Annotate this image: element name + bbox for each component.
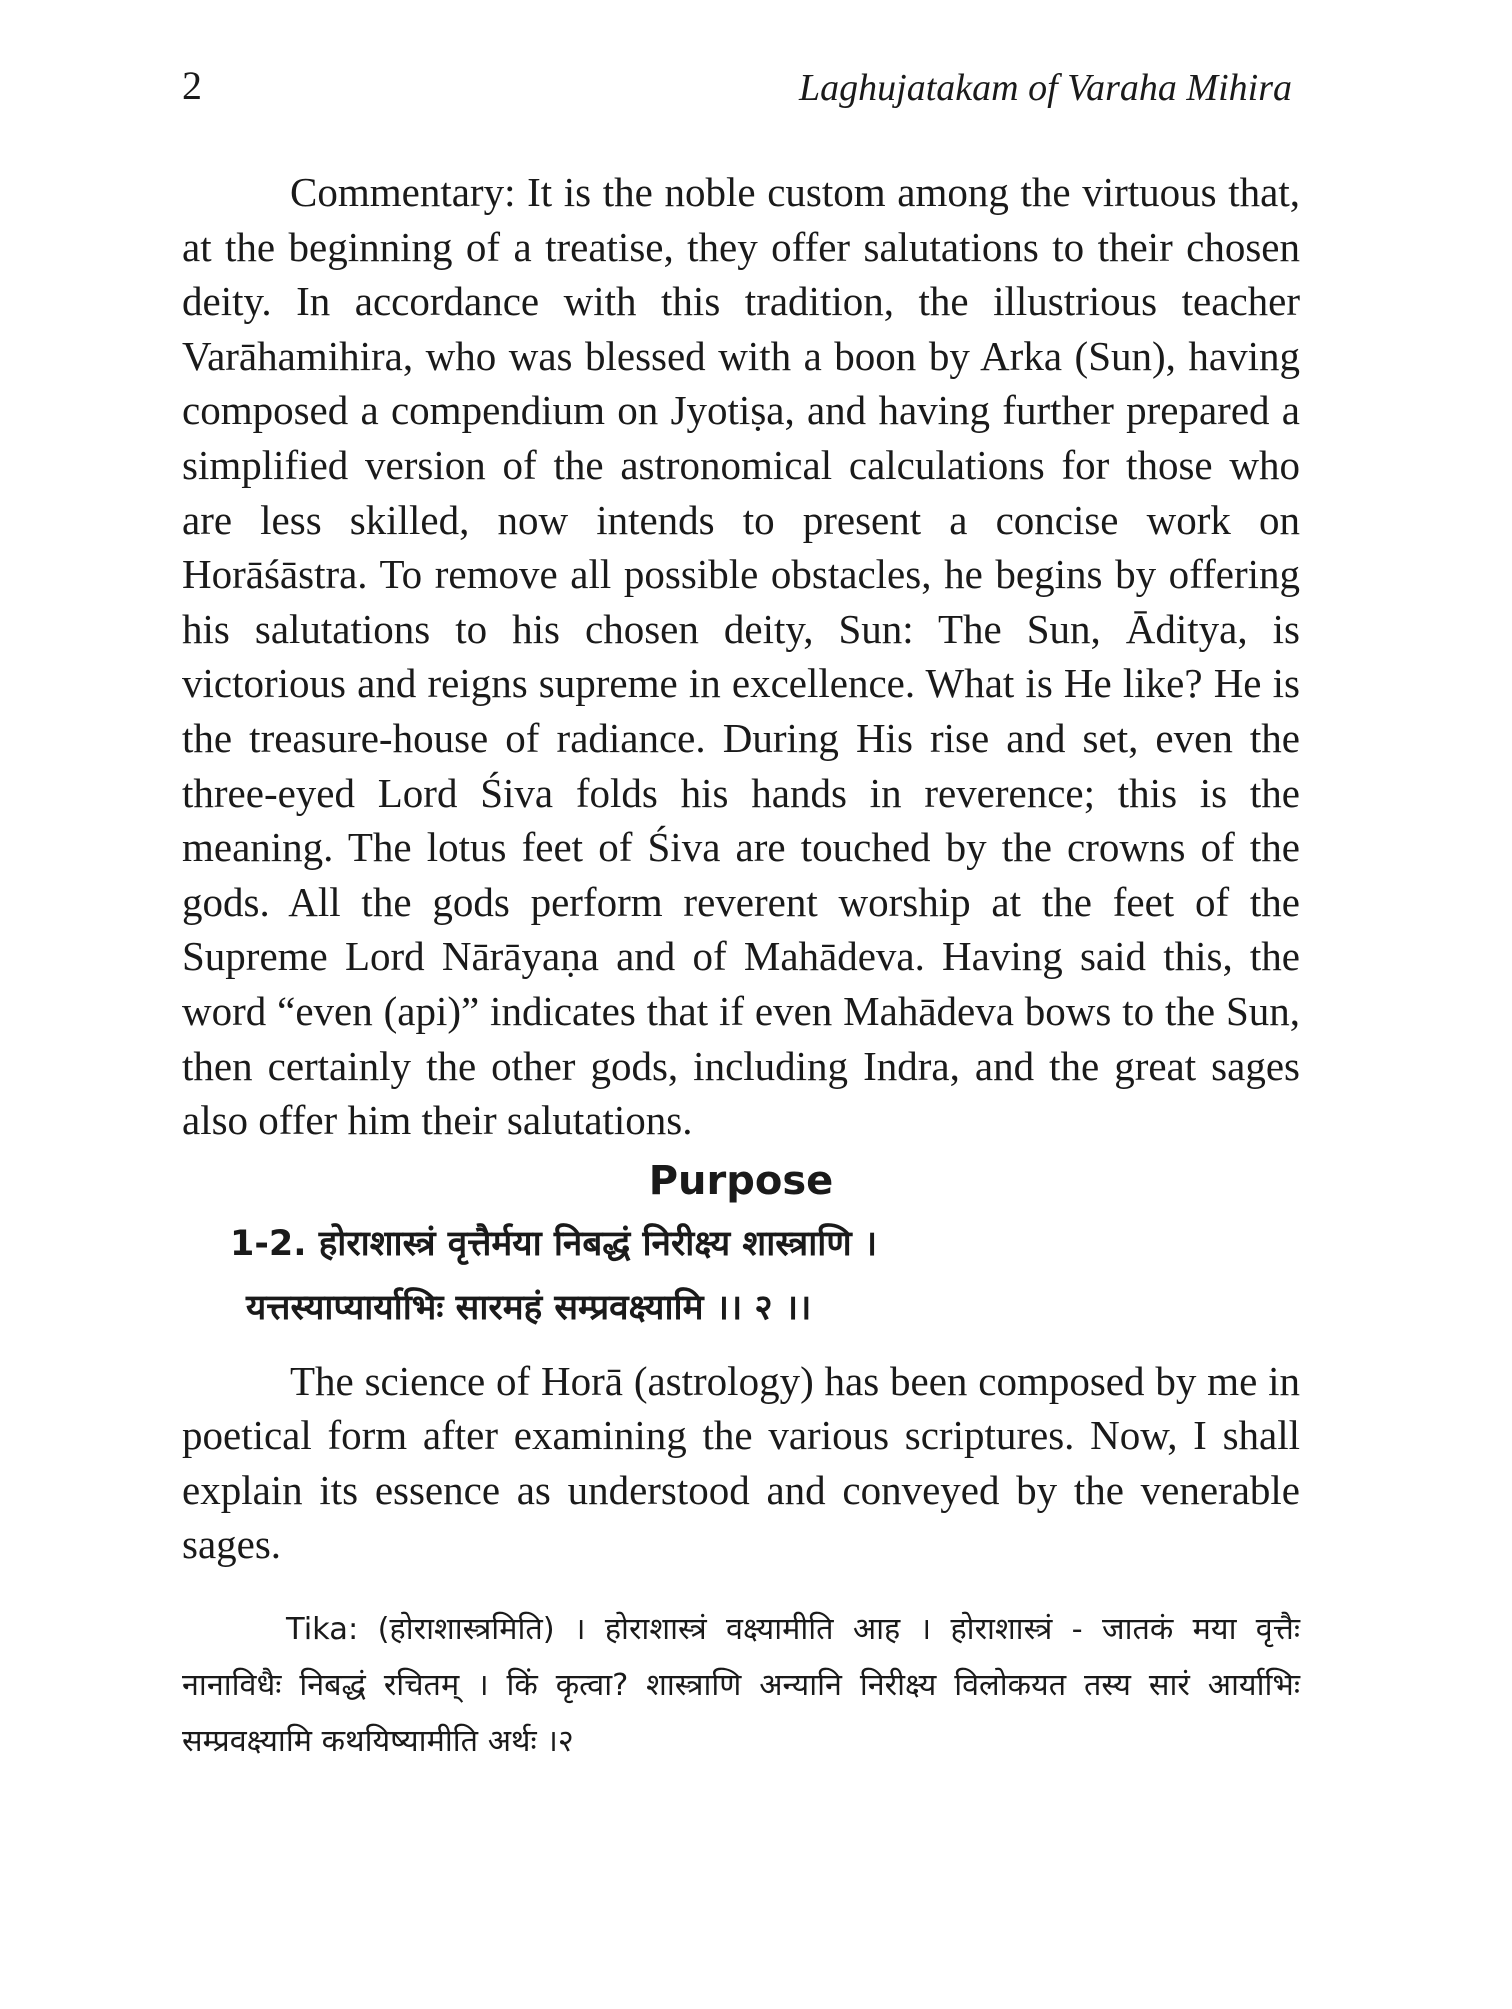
verse-line-1: 1-2. होराशास्त्रं वृत्तैर्मया निबद्धं निरीक्ष्य शास्त्राणि । (230, 1223, 878, 1264)
translation-paragraph: The science of Horā (astrology) has been composed by me in poetical form after examining the various scriptures. Now, I shall explain its essence as understood and conveyed by the venerable sages. (182, 1357, 1300, 1568)
page-header (182, 62, 1292, 122)
tika-paragraph: Tika: (होराशास्त्रमिति) । होराशास्त्रं वक्ष्यामीति आह । होराशास्त्रं - जातकं मया वृत्तैः नानाविधैः निबद्धं रचितम् । किं कृत्वा? शास्त्राणि अन्यानि निरीक्ष्य विलोकयत तस्य सारं आर्याभिः सम्प्रवक्ष्यामि कथयिष्यामीति अर्थः ।२ (182, 1612, 1300, 1760)
running-title: Laghujatakam of Varaha Mihira (799, 67, 1292, 109)
section-heading: Purpose (648, 1157, 834, 1204)
page-number: 2 (182, 63, 202, 108)
page-body (182, 165, 1300, 1770)
commentary-paragraph: Commentary: It is the noble custom among the virtuous that, at the beginning of a treatise, they offer salutations to their chosen deity. In accordance with this tradition, the illustrious teacher Varāhamihira, who was blessed with a boon by Arka (Sun), having composed a compendium on Jyotiṣa, and having further prepared a simplified version of the astronomical calculations for those who are less skilled, now intends to present a concise work on Horāśāstra. To remove all possible obstacles, he begins by offering his salutations to his chosen deity, Sun: The Sun, Āditya, is victorious and reigns supreme in excellence. What is He like? He is the treasure-house of radiance. During His rise and set, even the three-eyed Lord Śiva folds his hands in reverence; this is the meaning. The lotus feet of Śiva are touched by the crowns of the gods. All the gods perform reverent worship at the feet of the Supreme Lord Nārāyaṇa and of Mahādeva. Having said this, the word “even (api)” indicates that if even Mahādeva bows to the Sun, then certainly the other gods, including Indra, and the great sages also offer him their salutations. (182, 169, 1300, 1144)
verse-line-2: यत्तस्याप्यार्याभिः सारमहं सम्प्रवक्ष्यामि ।। २ ।। (246, 1287, 812, 1328)
sanskrit-verse (182, 1212, 1300, 1340)
